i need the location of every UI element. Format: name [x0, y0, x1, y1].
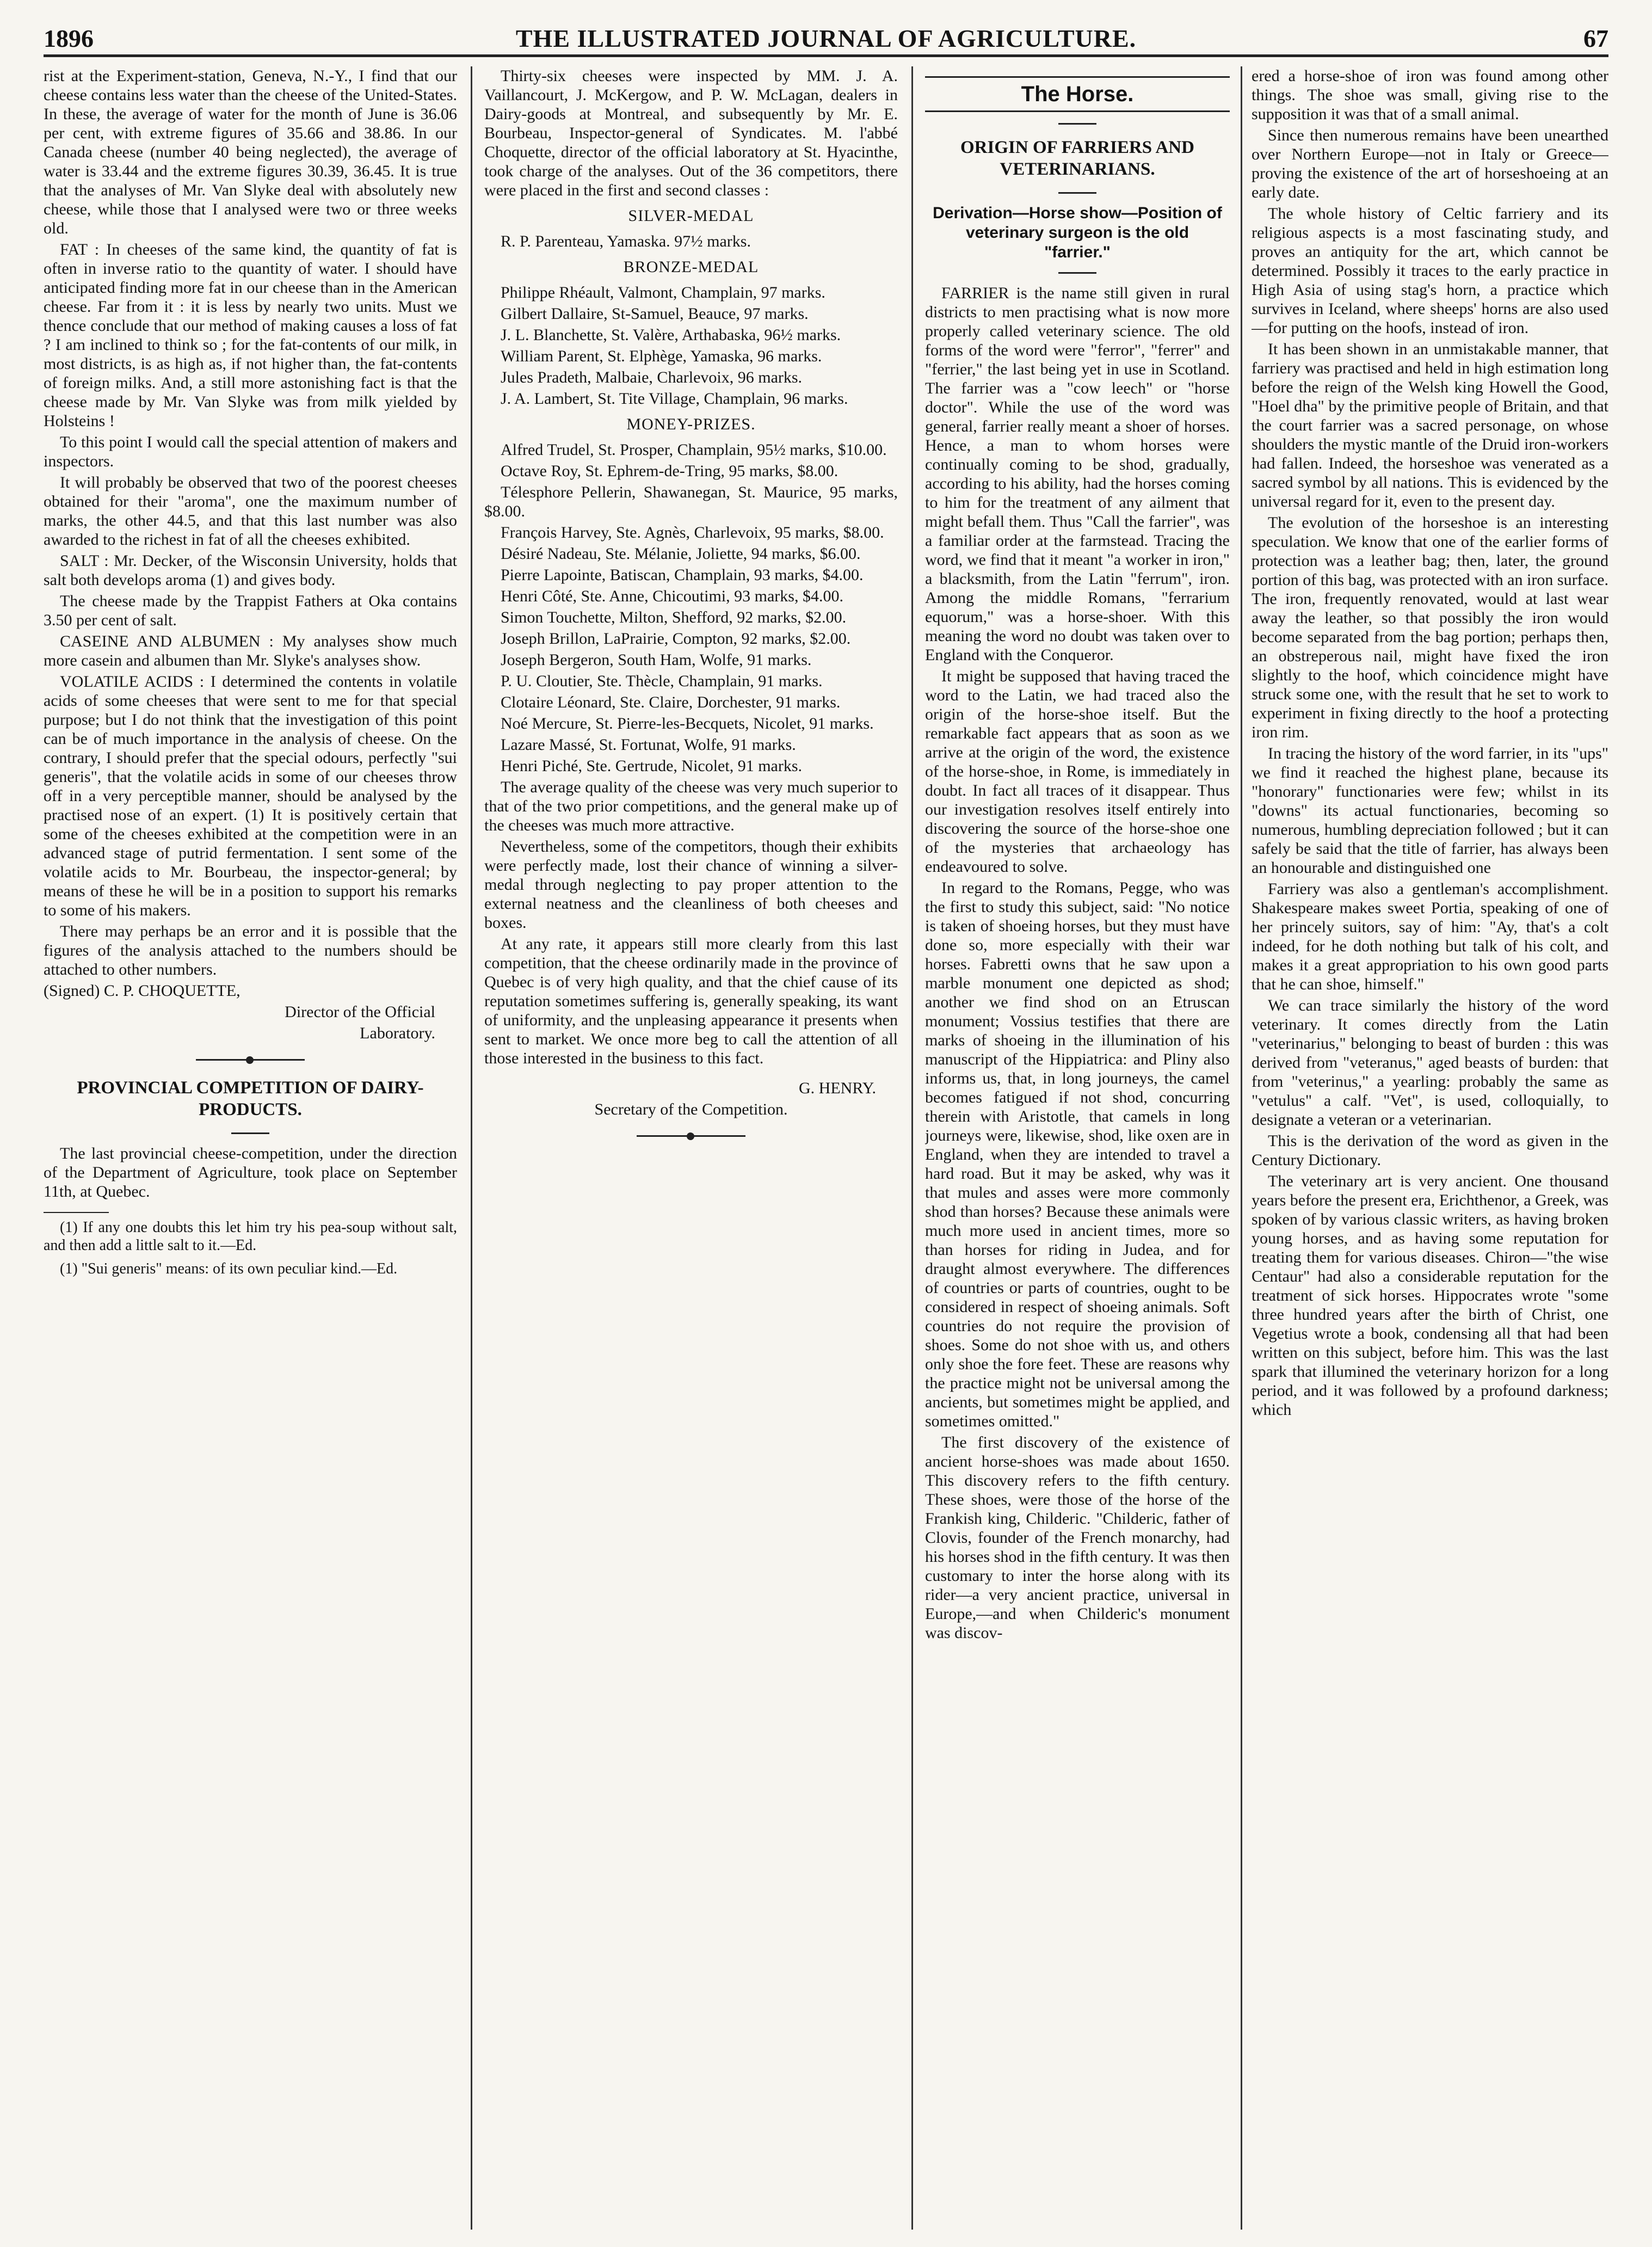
footnote: (1) If any one doubts this let him try his pea-soup without salt, and then add a little salt to it.—Ed. [44, 1219, 457, 1254]
column-rule [911, 66, 913, 2230]
paragraph: We can trace similarly the history of the word veterinary. It comes directly from the Latin "veterinarius," belonging to beast of burden : this was derived from "veteranus," aged beasts of burden: that from "veterinus," a yearling: probably the same as "vetulus" a calf. "Vet", is used, colloquially, to designate a veteran or a veterinarian. [1252, 996, 1608, 1129]
award-entry: J. A. Lambert, St. Tite Village, Champlain, 96 marks. [501, 390, 848, 408]
award-heading: SILVER-MEDAL [628, 207, 754, 225]
article-heading: ORIGIN OF FARRIERS AND VETERINARIANS. [960, 138, 1194, 179]
column-4 [1252, 66, 1608, 2230]
paragraph: The evolution of the horseshoe is an interesting speculation. We know that one of the earlier forms of protection was a leather bag; then, later, the ground portion of this bag, was protected with an iron surface. The iron, frequently renovated, would at last wear away the leather, so that possibly the iron would become separated from the bag portion; perhaps then, an obstreperous nail, might have fixed the iron slightly to the hoof, which coincidence might have struck some one, with the result that he set to work to experiment in fixing directly to the hoof a protecting iron rim. [1252, 514, 1608, 741]
paragraph: The average quality of the cheese was very much superior to that of the two prior competitions, and the general make up of the cheeses was much more attractive. [484, 778, 898, 834]
award-entry: J. L. Blanchette, St. Valère, Arthabaska, 96½ marks. [501, 326, 841, 344]
signature-title: Laboratory. [360, 1024, 435, 1042]
award-entry: Jules Pradeth, Malbaie, Charlevoix, 96 marks. [501, 368, 803, 386]
signature-line: G. HENRY. [799, 1079, 876, 1097]
column-rule [471, 66, 472, 2230]
paragraph: In tracing the history of the word farrier, in its "ups" we find it reached the highest plane, because its "honorary" functionaries were few; whilst in its "downs" its actual functionaries, becoming so numerous, humbling depreciation followed ; but it can safely be said that the title of farrier, has always been an honourable and distinguished one [1252, 744, 1608, 877]
journal-title: THE ILLUSTRATED JOURNAL OF AGRICULTURE. [515, 24, 1137, 52]
paragraph: SALT : Mr. Decker, of the Wisconsin University, holds that salt both develops aroma (1) and gives body. [44, 552, 457, 589]
paragraph: CASEINE AND ALBUMEN : My analyses show much more casein and albumen than Mr. Slyke's analyses show. [44, 632, 457, 669]
award-entry: Clotaire Léonard, Ste. Claire, Dorchester, 91 marks. [501, 693, 841, 711]
short-rule [231, 1132, 269, 1134]
award-entry: P. U. Cloutier, Ste. Thècle, Champlain, 91 marks. [501, 672, 823, 690]
paragraph: ered a horse-shoe of iron was found among other things. The shoe was small, giving rise to the supposition it was that of a small animal. [1252, 67, 1608, 123]
paragraph: This is the derivation of the word as given in the Century Dictionary. [1252, 1132, 1608, 1169]
section-divider [196, 1059, 305, 1061]
paragraph: It has been shown in an unmistakable manner, that farriery was practised and held in high estimation long before the reign of the Welsh king Howell the Good, "Hoel dha" by the primitive people of Britain, and that the court farrier was a sacred personage, on whose shoulders the mystic mantle of the Druid iron-workers had fallen. Indeed, the horseshoe was venerated as a sacred symbol by all nations. This is evidenced by the universal regard for it, even to the present day. [1252, 340, 1608, 510]
award-entry: Pierre Lapointe, Batiscan, Champlain, 93 marks, $4.00. [501, 566, 864, 584]
paragraph: It might be supposed that having traced the word to the Latin, we had traced also the origin of the horse-shoe itself. But the remarkable fact appears that as soon as we arrive at the origin of the word, the existence of the horse-shoe, in Rome, is immediately in doubt. In fact all traces of it disappear. Thus our investigation resolves itself entirely into discovering the source of the horse-shoe one of the mysteries that archaeology has endeavoured to solve. [925, 667, 1230, 876]
paragraph: rist at the Experiment-station, Geneva, N.-Y., I find that our cheese contains less water than the cheese of the United-States. In these, the average of water for the month of June is 36.06 per cent, with extreme figures of 35.66 and 38.86. In our Canada cheese (number 40 being neglected), the average of water is 33.44 and the extreme figures 30.39, 36.45. It is true that the analyses of Mr. Van Slyke deal with absolutely new cheese, while those that I analysed were two or three weeks old. [44, 67, 457, 237]
column-rule [1241, 66, 1242, 2230]
paragraph: Since then numerous remains have been unearthed over Northern Europe—not in Italy or Greece—proving the existence of the art of horseshoeing at an early date. [1252, 126, 1608, 201]
paragraph: FAT : In cheeses of the same kind, the quantity of fat is often in inverse ratio to the quantity of water. I should have anticipated finding more fat in our cheese than in the American cheese. Far from it : it is less by nearly two units. Must we thence conclude that our method of making causes a loss of fat ? I am inclined to think so ; for the fat-contents of our milk, in most districts, is as high as, if not higher than, the fat-contents of foreign milks. And, a still more astonishing fact is that the cheese made by Mr. Van Slyke was from milk yielded by Holsteins ! [44, 241, 457, 430]
column-2 [484, 66, 898, 2230]
short-rule [1058, 272, 1096, 274]
paragraph: VOLATILE ACIDS : I determined the contents in volatile acids of some cheeses that were sent to me for that special purpose; but I do not think that the investigation of this point can be of much importance in the analysis of cheese. On the contrary, I should prefer that the special odours, perfectly "sui generis", that the volatile acids in some of our cheeses throw off in a very perceptible manner, should be analysed by the practised nose of an expert. (1) It is positively certain that some of the cheeses exhibited at the competition were in an advanced stage of putrid fermentation. I sent some of the volatile acids to Mr. Bourbeau, the inspector-general; by means of these he will be in a position to support his remarks to some of his makers. [44, 673, 457, 919]
column-1 [44, 66, 457, 2230]
header-year: 1896 [44, 24, 94, 52]
award-heading: MONEY-PRIZES. [626, 415, 756, 433]
footnote-rule [44, 1212, 109, 1213]
paragraph: The cheese made by the Trappist Fathers at Oka contains 3.50 per cent of salt. [44, 592, 457, 629]
signature-title: Director of the Official [285, 1003, 435, 1021]
award-entry: Désiré Nadeau, Ste. Mélanie, Joliette, 94 marks, $6.00. [501, 545, 861, 563]
footnote: (1) "Sui generis" means: of its own peculiar kind.—Ed. [60, 1260, 398, 1277]
award-entry: William Parent, St. Elphège, Yamaska, 96 marks. [501, 347, 822, 365]
award-entry: Octave Roy, St. Ephrem-de-Tring, 95 marks, $8.00. [501, 462, 839, 480]
paragraph: It will probably be observed that two of the poorest cheeses obtained for their "aroma", one the maximum number of marks, the other 44.5, and that this last number was also awarded to the richest in fat of all the cheeses exhibited. [44, 473, 457, 549]
column-3 [925, 66, 1230, 2230]
paragraph: The whole history of Celtic farriery and its religious aspects is a most fascinating study, and proves an antiquity for the art, which cannot be determined. Possibly it traces to the early practice in High Asia of using stag's horn, a practice which survives in Iceland, where sheeps' horns are also used—for putting on the hoofs, instead of iron. [1252, 205, 1608, 337]
award-entry: Lazare Massé, St. Fortunat, Wolfe, 91 marks. [501, 736, 796, 754]
short-rule [1058, 192, 1096, 194]
award-entry: Henri Côté, Ste. Anne, Chicoutimi, 93 marks, $4.00. [501, 587, 843, 605]
award-entry: Télesphore Pellerin, Shawanegan, St. Maurice, 95 marks, $8.00. [484, 483, 898, 520]
paragraph: Nevertheless, some of the competitors, though their exhibits were perfectly made, lost their chance of winning a silver-medal through neglecting to pay proper attention to the external neatness and the cleanliness of both cheeses and boxes. [484, 838, 898, 932]
award-entry: Simon Touchette, Milton, Shefford, 92 marks, $2.00. [501, 608, 847, 626]
paragraph: There may perhaps be an error and it is possible that the figures of the analysis attached to the numbers should be attached to other numbers. [44, 922, 457, 978]
section-title: The Horse. [925, 76, 1230, 112]
signature-line: (Signed) C. P. CHOQUETTE, [44, 982, 241, 1000]
award-entry: Joseph Brillon, LaPrairie, Compton, 92 marks, $2.00. [501, 630, 851, 648]
paragraph: FARRIER is the name still given in rural districts to men practising what is now more properly called veterinary science. The old forms of the word were "ferror", "ferrer" and "ferrier," the last being yet in use in Scotland. The farrier was a "cow leech" or "horse doctor". While the use of the word was general, farrier really meant a shoer of horses. Hence, a man to whom horses were continually coming to be shod, gradually, according to his ability, had the horses coming to him for the treatment of any ailment that might befall them. Thus "Call the farrier", was a familiar order at the farmstead. Tracing the word, we find that it meant "a worker in iron," a blacksmith, from the Latin "ferrum", iron. Among the middle Romans, "ferrarium equorum," was a horse-shoer. With this meaning the word no doubt was taken over to England with the Conqueror. [925, 284, 1230, 664]
article-deck: Derivation—Horse show—Position of veterinary surgeon is the old "farrier." [933, 204, 1222, 261]
paragraph: Farriery was also a gentleman's accomplishment. Shakespeare makes sweet Portia, speaking of one of her princely suitors, say of him: "Ay, that's a colt indeed, for he doth nothing but talk of his colt, and makes it a great appropriation to his own good parts that he can shoe, himself." [1252, 880, 1608, 993]
paragraph: In regard to the Romans, Pegge, who was the first to study this subject, said: "No notice is taken of shoeing horses, but they must have done so, more especially with their war horses. Fabretti owns that he saw upon a marble monument one depicted as shod; another we find shod on an Etruscan monument; Vossius testifies that there are marks of shoeing in the illumination of his manuscript of the Hippiatrica: and Pliny also informs us, that, in long journeys, the camel becomes fatigued if not shod, concurring therein with Aristotle, that camels in long journeys were, likewise, shod, like oxen are in England, when they are intended to travel a hard road. But it may be asked, why was it that mules and asses were more commonly shod than horses? Because these animals were much more used in ancient times, more so than horses for riding in Judea, and for draught almost everywhere. The differences of countries or parts of countries, ought to be considered in respect of shoeing animals. Soft countries do not require the provision of shoes. Some do not shoe with us, and others only shoe the fore feet. These are reasons why the practice might not be universal among the ancients, but sometimes might be applied, and sometimes omitted." [925, 879, 1230, 1430]
award-entry: R. P. Parenteau, Yamaska. 97½ marks. [501, 232, 751, 250]
award-entry: Alfred Trudel, St. Prosper, Champlain, 95½ marks, $10.00. [501, 441, 887, 459]
award-entry: Gilbert Dallaire, St-Samuel, Beauce, 97 marks. [501, 305, 809, 323]
award-entry: Joseph Bergeron, South Ham, Wolfe, 91 marks. [501, 651, 812, 669]
signature-title: Secretary of the Competition. [594, 1100, 788, 1118]
page-header [44, 22, 1608, 57]
paragraph: The veterinary art is very ancient. One thousand years before the present era, Erichthenor, a Greek, was spoken of by various classic writers, as having broken young horses, and as having some reputation for treating them for various diseases. Chiron—"the wise Centaur" had also a considerable reputation for the treatment of sick horses. Hippocrates wrote "some three hundred years after the birth of Christ, one Vegetius wrote a book, condensing all that had been written on this subject, before him. This was the last spark that illumined the veterinary horizon for a long period, and it was followed by a profound darkness; which [1252, 1172, 1608, 1419]
award-heading: BRONZE-MEDAL [623, 258, 759, 276]
article-heading: PROVINCIAL COMPETITION OF DAIRY-PRODUCTS. [77, 1078, 424, 1119]
paragraph: At any rate, it appears still more clearly from this last competition, that the cheese ordinarily made in the province of Quebec is of very high quality, and that the chief cause of its reputation sometimes suffering is, generally speaking, its want of uniformity, and the unpleasing appearance it presents when sent to market. We once more beg to call the attention of all those interested in the business to this fact. [484, 935, 898, 1067]
award-entry: Noé Mercure, St. Pierre-les-Becquets, Nicolet, 91 marks. [501, 715, 874, 732]
award-entry: François Harvey, Ste. Agnès, Charlevoix, 95 marks, $8.00. [501, 524, 884, 541]
award-entry: Henri Piché, Ste. Gertrude, Nicolet, 91 marks. [501, 757, 803, 775]
paragraph: To this point I would call the special attention of makers and inspectors. [44, 433, 457, 470]
award-entry: Philippe Rhéault, Valmont, Champlain, 97 marks. [501, 284, 825, 301]
short-rule [1058, 123, 1096, 125]
page-number: 67 [1583, 24, 1608, 52]
section-divider [637, 1135, 745, 1137]
paragraph: The last provincial cheese-competition, under the direction of the Department of Agriculture, took place on September 11th, at Quebec. [44, 1144, 457, 1201]
paragraph: The first discovery of the existence of ancient horse-shoes was made about 1650. This discovery refers to the fifth century. These shoes, were those of the horse of the Frankish king, Childeric. "Childeric, father of Clovis, founder of the French monarchy, had his horses shod in the fifth century. It was then customary to inter the horse along with its rider—a very ancient practice, universal in Europe,—and when Childeric's monument was discov- [925, 1433, 1230, 1642]
paragraph: Thirty-six cheeses were inspected by MM. J. A. Vaillancourt, J. McKergow, and P. W. McLagan, dealers in Dairy-goods at Montreal, and subsequently by Mr. E. Bourbeau, Inspector-general of Syndicates. M. l'abbé Choquette, director of the official laboratory at St. Hyacinthe, took charge of the analyses. Out of the 36 competitors, there were placed in the first and second classes : [484, 67, 898, 199]
